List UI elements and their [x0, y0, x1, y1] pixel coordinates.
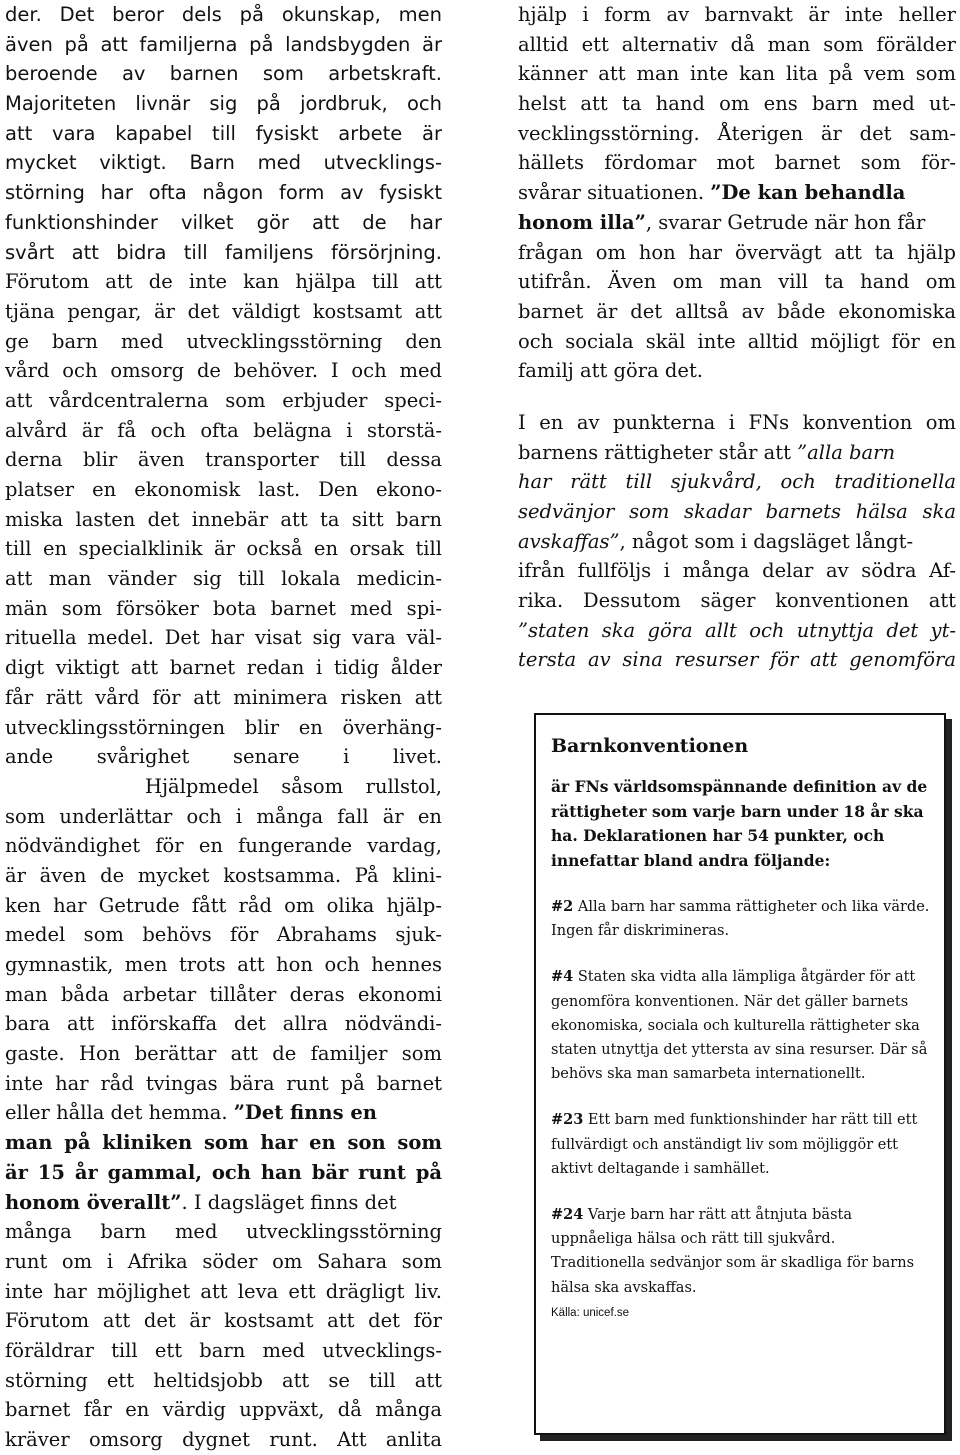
item-text: Alla barn har samma rättigheter och lika värde. Ingen får diskrimineras.: [551, 899, 930, 940]
factbox-item: [551, 965, 931, 1086]
text-line: även på att familjerna på landsbygden är: [5, 32, 442, 56]
text-line: der. Det beror dels på okunskap, men: [5, 3, 442, 26]
text-line: vecklingsstörning. Återigen är det sam-: [518, 121, 956, 145]
text-line: att vårdcentralerna som erbjuder speci-: [5, 388, 442, 412]
text-line: är även de mycket kostsamma. På klini-: [5, 863, 442, 887]
text-line: störning har ofta någon form av fysiskt: [5, 181, 442, 205]
factbox-title: Barnkonventionen: [551, 735, 749, 757]
text-line: många barn med utvecklingsstörning: [5, 1220, 442, 1244]
text-line: att vara kapabel till fysiskt arbete är: [5, 121, 442, 145]
text-line: platser en ekonomisk last. Den ekono-: [5, 478, 442, 501]
item-number: #4: [551, 968, 574, 986]
text-line: kräver omsorg dygnet runt. Att anlita: [5, 1428, 442, 1451]
text-line: beroende av barnen som arbetskraft.: [5, 62, 442, 86]
text-line: svårt att bidra till familjens försörjning.: [5, 240, 442, 264]
factbox-item: [551, 895, 931, 943]
text-line: får rätt vård för att minimera risken att: [5, 685, 442, 709]
text-line: vård och omsorg de behöver. I och med: [5, 359, 442, 383]
text-line: ande svårighet senare i livet.: [5, 745, 442, 769]
text-line: känner att man inte kan lita på vem som: [518, 62, 956, 86]
right-column: [518, 0, 956, 675]
text-line: mycket viktigt. Barn med utvecklings-: [5, 151, 442, 175]
text-line: Förutom att det är kostsamt att det för: [5, 1309, 442, 1333]
text-line: Majoriteten livnär sig på jordbruk, och: [5, 92, 442, 116]
factbox-definition: är FNs världsomspännande definition av de rättigheter som varje barn under 18 år ska ha. Deklarationen har 54 punkter, och innefattar bland andra följande:: [551, 777, 928, 870]
quote-italic: ”alla barn: [797, 440, 896, 464]
text-line: [5, 1098, 442, 1128]
text-line: [518, 208, 956, 238]
text-line: till en specialklinik är också en orsak till: [5, 537, 442, 561]
quote-bold: honom illa”: [518, 210, 646, 234]
text-segment: eller hålla det hemma.: [5, 1101, 234, 1125]
quote-italic-line: tersta av sina resurser för att genomföra: [518, 648, 956, 672]
item-number: #2: [551, 898, 574, 915]
quote-bold: ”Det finns en: [233, 1101, 377, 1125]
paragraph-gap: [518, 386, 956, 408]
text-line: hjälp i form av barnvakt är inte heller: [518, 3, 956, 26]
text-line: digt viktigt att barnet redan i tidig ålder: [5, 656, 442, 680]
text-segment: , svarar Getrude när hon får: [645, 210, 926, 234]
text-line: ken har Getrude fått råd om olika hjälp-: [5, 893, 442, 917]
text-line: alvård är få och ofta belägna i storstä-: [5, 418, 442, 442]
text-line: och sociala skäl inte alltid möjligt för en: [518, 329, 956, 353]
quote-italic: avskaffas”: [518, 529, 620, 553]
quote-italic-line: sedvänjor som skadar barnets hälsa ska: [518, 500, 956, 523]
text-line: barnet får en värdig uppväxt, då många: [5, 1398, 442, 1422]
factbox-item: [551, 1108, 931, 1181]
text-segment: . I dagsläget finns det: [181, 1190, 397, 1214]
text-line: funktionshinder vilket gör att de har: [5, 210, 442, 234]
quote-bold: honom överallt”: [5, 1190, 182, 1214]
text-segment: , något som i dagsläget långt-: [619, 529, 914, 553]
quote-italic-line: ”staten ska göra allt och utnyttja det yt-: [518, 618, 956, 642]
text-line: barnet är det alltså av både ekonomiska: [518, 299, 956, 323]
text-line: män som försöker bota barnet med spi-: [5, 596, 442, 620]
text-line: [518, 527, 956, 557]
text-line: utvecklingsstörningen blir en överhäng-: [5, 715, 442, 739]
text-line: gaste. Hon berättar att de familjer som: [5, 1042, 442, 1066]
text-line: inte har råd tvingas bära runt på barnet: [5, 1071, 442, 1095]
text-line: inte har möjlighet att leva ett drägligt liv.: [5, 1279, 442, 1303]
text-line: bara att införskaffa det allra nödvändi-: [5, 1012, 442, 1036]
text-line: alltid ett alternativ då man som förälder: [518, 32, 956, 56]
item-number: #23: [551, 1111, 584, 1129]
text-line: nödvändighet för en fungerande vardag,: [5, 834, 442, 858]
text-line: Hjälpmedel såsom rullstol,: [145, 774, 442, 798]
text-line: föräldrar till ett barn med utvecklings-: [5, 1338, 442, 1362]
text-segment: svårar situationen.: [518, 181, 711, 205]
text-line: hällets fördomar mot barnet som för-: [518, 151, 956, 175]
text-line: [518, 438, 956, 468]
text-line: ifrån fullföljs i många delar av södra Af-: [518, 559, 956, 583]
text-line: rituella medel. Det har visat sig vara väl-: [5, 626, 442, 650]
item-text: Varje barn har rätt att åtnjuta bästa uppnåeliga hälsa och rätt till sjukvård. Traditionella sedvänjor som är skadliga för barns hälsa ska avskaffas.: [551, 1207, 915, 1296]
left-column: [5, 0, 442, 1455]
item-text: Ett barn med funktionshinder har rätt till ett fullvärdigt och anständigt liv som möjliggör ett aktivt deltagande i samhället.: [551, 1112, 918, 1177]
text-line: frågan om hon har övervägt att ta hjälp: [518, 240, 956, 264]
item-number: #24: [551, 1206, 584, 1224]
quote-italic-line: har rätt till sjukvård, och traditionella: [518, 470, 956, 494]
text-segment: barnens rättigheter står att: [518, 440, 798, 464]
text-line: miska lasten det innebär att ta sitt barn: [5, 507, 442, 531]
factbox-source: Källa: unicef.se: [551, 1306, 629, 1319]
text-line: runt om i Afrika söder om Sahara som: [5, 1249, 442, 1273]
text-line: [5, 1188, 442, 1218]
text-line: störning ett heltidsjobb att se till att: [5, 1368, 442, 1392]
quote-bold-line: är 15 år gammal, och han bär runt på: [5, 1160, 442, 1184]
item-text: Staten ska vidta alla lämpliga åtgärder för att genomföra konventionen. När det gäller barnets ekonomiska, sociala och kulturella rättigheter ska staten utnyttja det yttersta av sina resurser. Där så behövs ska man samarbeta internationellt.: [551, 969, 928, 1083]
text-line: familj att göra det.: [518, 359, 703, 383]
text-line: ge barn med utvecklingsstörning den: [5, 329, 442, 353]
text-line: tjäna pengar, är det väldigt kostsamt att: [5, 299, 442, 323]
text-line: rika. Dessutom säger konventionen att: [518, 589, 956, 613]
text-line: Förutom att de inte kan hjälpa till att: [5, 270, 442, 294]
factbox-content: [551, 735, 931, 1320]
text-line: som underlättar och i många fall är en: [5, 804, 442, 828]
text-line: att man vänder sig till lokala medicin-: [5, 567, 442, 591]
text-line: man båda arbetar tillåter deras ekonomi: [5, 982, 442, 1006]
factbox-item: [551, 1203, 931, 1300]
text-line: derna blir även transporter till dessa: [5, 448, 442, 472]
text-line: gymnastik, men trots att hon och hennes: [5, 953, 442, 976]
text-line: helst att ta hand om ens barn med ut-: [518, 92, 956, 116]
quote-bold: ”De kan behandla: [710, 181, 906, 205]
text-line: [518, 178, 956, 208]
text-line: I en av punkterna i FNs konvention om: [518, 410, 956, 434]
text-line: utifrån. Även om man vill ta hand om: [518, 270, 956, 294]
text-line: medel som behövs för Abrahams sjuk-: [5, 923, 442, 947]
quote-bold-line: man på kliniken som har en son som: [5, 1131, 442, 1155]
factbox: [534, 713, 946, 1435]
